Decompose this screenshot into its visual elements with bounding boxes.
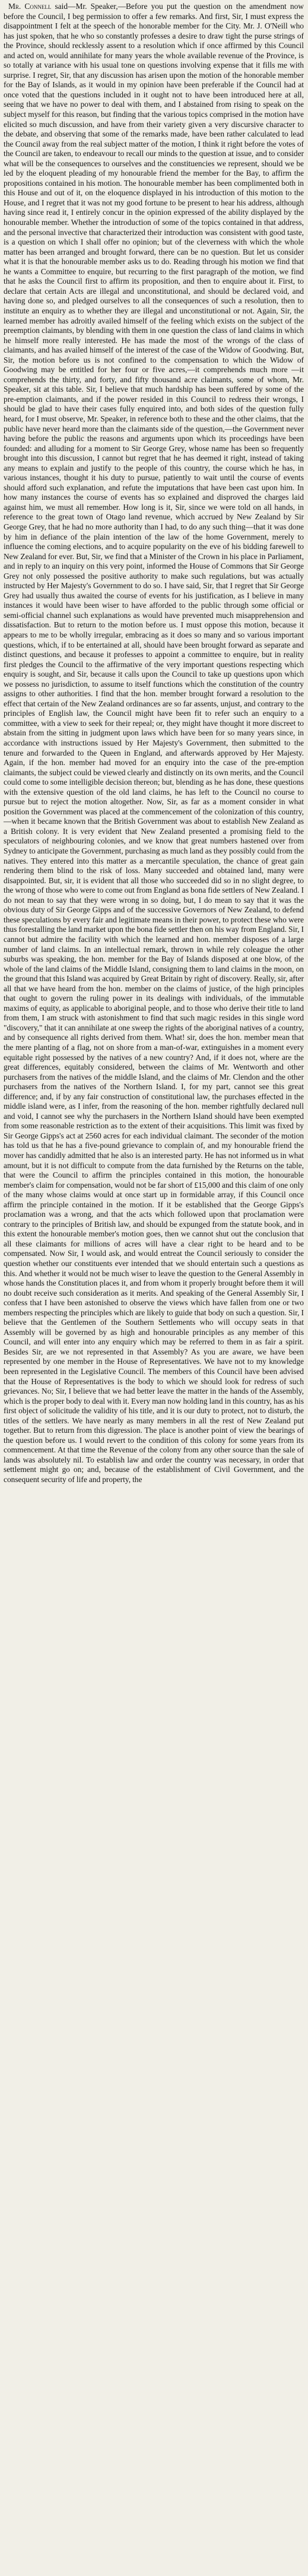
speech-body: said—Mr. Speaker,—Before you put the question on the amendment now before the Council, I beg permission to offer a few remarks. And first, Sir, I must express the disappointment I felt at the speech of the honorable member for the City. Mr. J. O'Neill who has just spoken, that he who so constantly professes a desire to draw tight the purse strings of the Province, should recklessly assent to a resolution which if once affirmed by this Council and acted on, would annihilate for many years the whole available revenue of the Province, is so totally at variance with his usual tone on questions involving expense that it fills me with surprise. I regret, Sir, that any discussion has arisen upon the motion of the honorable member for the Bay of Islands, as it would in my opinion have been preferable if the Council had at once voted that the questions included in it ought not to have been introduced here at all, seeing that we have no power to deal with them, and I abstained from rising to speak on the subject myself for this reason, but finding that the various topics comprised in the motion have elicited so much discussion, and have from their variety given a very discursive character to the debate, and observing that some of the remarks made, have been rather calculated to lead the Council away from the real subject matter of the motion, I think it right before the votes of the Council are taken, to endeavour to recall our minds to the question at issue, and to consider what will be the consequences to ourselves and the constituencies we represent, should we be led by the eloquent pleading of my honourable friend the member for the Bay, to affirm the propositions contained in his motion. The honourable member has been complimented both in this House and out of it, on the eloquence displayed in his introduction of this motion to the House, and I regret that it was not my good fortune to be present to hear his address, although having since read it, I entirely concur in the opinion expressed of the ability displayed by the honourable member. Whether the introduction of some of the topics contained in that address, and the personal invective that characterized their introduction was consistent with good taste, is a question on which I shall offer no opinion; but of the cleverness with which the whole matter has been arranged and brought forward, there can be no question. But let us consider what it is that the honourable member asks us to do. Reading through his motion we find that he wants a Committee to enquire, but recurring to the first paragraph of the motion, we find that he asks the Council first to affirm its proposition, and then to enquire about it. First, to declare that certain Acts are illegal and unconstitutional, and should be declared void, and having done so, and pledged ourselves to all the consequences of such a resolution, then to institute an enquiry as to whether they are illegal and unconstitutional or not. Again, Sir, the learned member has adroitly availed himself of the feeling which exists on the subject of the preemption claimants, by blending with them in one question the class of land claims in which he himself more really interested. He has made the most of the wrongs of the class of claimants, and has availed himself of the interest of the case of the Widow of Goodwing. But, Sir, the motion before us is not confined to the compensation to which the Widow of Goodwing may be entitled for her four or five acres,—it comprehends much more —it comprehends the thirty, and forty, and fifty thousand acre claimants, some of whom, Mr. Speaker, sit at this table. Sir, I believe that much hardship has been suffered by some of the pre-emption claimants, and if the power resided in this Council to redress their wrongs, I should be glad to have their cases fully enquired into, and both sides of the question fully heard, for I must observe, Mr. Speaker, in reference both to these and the other claims, that the public have never heard more than the claimants side of the question,—the Government never having before the public the reasons and arguments upon which its proceedings have been founded: and alluding for a moment to Sir George Grey, whose name has been so frequently brought into this discussion, I cannot but regret that he has deemed it right, instead of taking any means to explain and justify to the people of this country, the course which he has, in various instances, thought it his duty to pursue, patiently to wait until the course of events should afford such explanation, and refute the imputations that have been cast upon him. In how many instances the course of events has so explained and disproved the charges laid against him, we must all remember. How long is it, Sir, since we were told on all hands, in reference to the great town of Otago land revenue, which accrued by New Zealand by Sir George Grey, that he had no more authority than I had, to do any such thing—that it was done by him in defiance of the plain intention of the law of the home Government, merely to influence the coming elections, and to acquire popularity on the eve of his bidding farewell to New Zealand for ever. But, Sir, we find that a Minister of the Crown in his place in Parliament, and in reply to an inquiry on this very point, informed the House of Commons that Sir George Grey not only possessed the positive authority to make such regulations, but was actually instructed by Her Majesty's Government to do so. I have said, Sir, that I regret that Sir George Grey had usually thus awaited the course of events for his justification, as I believe in many instances it would have been wiser to have afforded to the public through some official or semi-official channel such explanations as would have prevented much misapprehension and dissatisfaction. But to return to the motion before us. I must oppose this motion, because it appears to me to be wholly irregular, embracing as it does so many and so various important questions, which, if to be entertained at all, should have been brought forward as separate and distinct questions, and because it professes to appoint a committee to enquire, but in reality first pledges the Council to the affirmative of the very important questions respecting which enquiry is sought, and Sir, because it calls upon the Council to take up questions upon which we possess no jurisdiction, to assume to itself functions which the constitution of the country assigns to other authorities. I find that the hon. member brought forward a resolution to the effect that certain of the New Zealand ordinances are so far assents, unjust, and contrary to the principles of English law, the Council might have been fit to refer such an enquiry to a committee, with a view to seek for their repeal; or, they might have thought it more discreet to abstain from the sitting in judgment upon laws which have been for so many years since, in accordance with instructions issued by Her Majesty's Government, then submitted to the tenure and forwarded to the Queen in England, and afterwards approved by Her Majesty. Again, if the hon. member had moved for an enquiry into the case of the pre-emption claimants, the subject could be viewed clearly and distinctly on its own merits, and the Council could come to some intelligible decision thereon; but, blending as he has done, these questions with the extensive question of the old land claims, he has left to the Council no course to pursue but to reject the motion altogether. Now, Sir, as far as a moment consider in what position the Government was placed at the commencement of the colonization of this country,—when it became known that the British Government was about to establish New Zealand as a British colony. It is very evident that New Zealand presented a promising field to the speculators of neighbouring colonies, and we know that great numbers hastened over from Sydney to anticipate the Government, purchasing as much land as they possibly could from the natives. They entered into this matter as a mercantile speculation, the chance of great gain rendering them blind to the risk of loss. Many succeeded and obtained land, many were disappointed. But, sir, it is evident that all those who succeeded did so in no slight degree, to the wrong of those who were to come out from England as bona fide settlers of New Zealand. I do not mean to say that they were wrong in so doing, but, I do mean to say that it was the obvious duty of Sir George Gipps and of the successive Governors of New Zealand, to defend these speculations by every fair and legitimate means in their power, to protect these who were thus forestalling the land market upon the bona fide settler then on his way from England. Sir, I cannot but admire the facility with which the learned and hon. member disposes of a large number of land claims. In an intellectual remark, thrown in while rely coleague the other suburbs was speaking, the hon. member for the Bay of Islands disposed at one blow, of the whole of the land claims of the Middle Island, consigning them to land claims in the moon, on the ground that this Island was acquired by Great Britain by right of discovery. Really, sir, after all that we have heard from the hon. member on the claims of justice, of the high principles that ought to govern the ruling power in its dealings with individuals, of the immutable maxims of equity, as applicable to aboriginal people, and to those who derive their title to land from them, I am struck with astonishment to find that such magic resides in this single word "discovery," that it can annihilate at one sweep the rights of the aboriginal natives of a country, and by consequence all rights derived from them. What! sir, does the hon. member mean that the mere planting of a flag, not on shore from a man-of-war, extinguishes in a moment every equitable right possessed by the natives of a new country? And, if it does not, where are the great differences, equitably considered, between the claims of Mr. Wentworth and other purchasers from the natives of the middle Island, and the claims of Mr. Clendon and the other purchasers from the natives of the Northern Island. I, for my part, cannot see this great difference; and, if by any fair construction of constitutional law, the purchases effected in the middle island were, as I infer, from the reasoning of the hon. member rightfully declared null and void, I cannot see why the purchasers in the Northern Island should have been exempted from some reasonable restriction as to the extent of their acquisitions. This limit was fixed by Sir George Gipps's act at 2560 acres for each individual claimant. The seconder of the motion has told us that he has a five-pound grievance to complain of, and my honourable friend the mover has candidly admitted that he also is an interested party. He has not informed us in what amount, but it is not difficult to compute from the data furnished by the Returns on the table, that were the Council to affirm the principles contained in this motion, the honourable member's claim for compensation, would not be far short of £15,000 and this claim of one only of the many whose claims would at once start up in formidable array, if this Council once affirm the principle contained in the motion. If it be established that the George Gipps's proclamation was a wrong, and that the acts which followed upon that proclamation were contrary to the principles of British law, and should be expunged from the statute book, and in this extent the honourable member's motion goes, then we cannot shut out the conclusion that all these claimants for millions of acres will have a clear right to be heard and to be compensated. Now Sir, I would ask, and would entreat the Council seriously to consider the question whether our constituents ever intended that we should entertain such a questions as this. And whether it would not be much wiser to leave the question to the General Assembly in whose hands the Constitution places it, and from whom it properly brought before them it will no doubt receive such consideration as it merits. And speaking of the General Assembly Sir, I confess that I have been astonished to observe the views which have fallen from one or two members respecting the principles which are likely to guide that body on such a question. Sir, I believe that the Gentlemen of the Southern Settlements who will occupy seats in that Assembly will be governed by as high and honourable principles as any member of this Council, and will enter into any enquiry which may be referred to them in as fair a spirit. Besides Sir, are we not represented in that Assembly? As you are aware, we have been represented by one member in the House of Representatives. We have not to my knowledge been represented in the Legislative Council. The members of this Council have been advised that the House of Representatives is the body to which we should look for redress of such grievances. No; Sir, I believe that we had better leave the matter in the hands of the Assembly, which is the proper body to deal with it. Every man now holding land in this country, has as his first object of solicitude the validity of his title, and it is our duty to protect, not to disturb, the titles of the settlers. We have nearly as many members in all the rest of New Zealand put together. But to return from this digression. The place is another point of view the bearings of the question before us. I would revert to the condition of this colony for some years from its commencement. At that time the Revenue of the colony from any other source than the sale of lands was absolutely nil. To establish law and order the country was necessary, in order that settlement might go on; and, because of the establishment of Civil Government, and the consequent security of life and property, the	[4, 2, 304, 1484]
speaker-name: Mr. Connell	[8, 2, 52, 11]
speech-paragraph	[4, 2, 304, 1485]
